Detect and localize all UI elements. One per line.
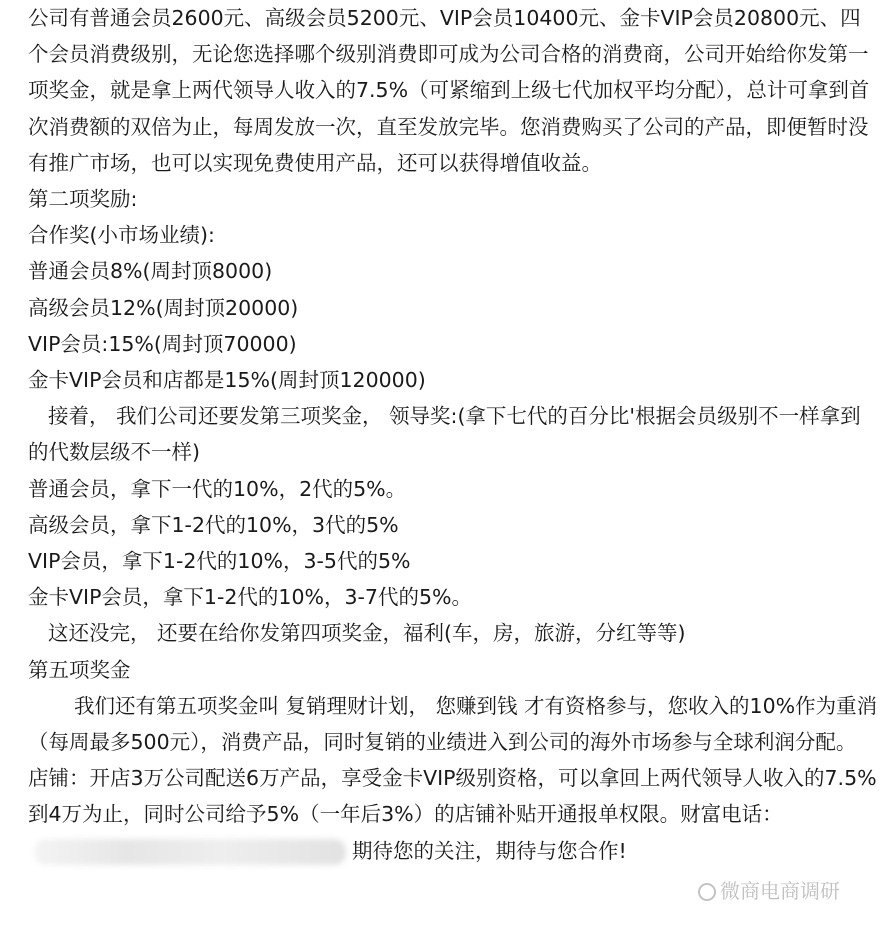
wechat-icon [698,883,716,901]
redacted-phone [34,839,346,865]
paragraph-store [28,760,878,869]
list-item: VIP会员，拿下1-2代的10%，3-5代的5% [28,549,411,574]
store-text: 店铺：开店3万公司配送6万产品，享受金卡VIP级别资格，可以拿回上两代领导人收入的7.5%到4万为止，同时公司给予5%（一年后3%）的店铺补贴开通报单权限。财富电话： [28,766,877,827]
list-item: VIP会员:15%(周封顶70000) [28,331,297,356]
list-item: 高级会员12%(周封顶20000) [28,295,299,320]
heading-second-bonus: 第二项奖励: [28,187,138,212]
paragraph-fourth-bonus: 这还没完， 还要在给你发第四项奖金，福利(车，房，旅游，分红等等) [48,621,686,646]
cooperation-bonus-section [28,181,878,398]
list-item: 金卡VIP会员，拿下1-2代的10%，3-7代的5%。 [28,585,472,610]
paragraph-third-bonus: 接着， 我们公司还要发第三项奖金， 领导奖:(拿下七代的百分比'根据会员级别不一样拿到的代数层级不一样) [28,404,861,465]
cooperation-bonus-title: 合作奖(小市场业绩): [28,223,215,248]
list-item: 金卡VIP会员和店都是15%(周封顶120000) [28,368,426,393]
leadership-bonus-list [28,471,878,688]
heading-fifth-bonus: 第五项奖金 [28,657,131,682]
list-item: 普通会员，拿下一代的10%，2代的5%。 [28,476,407,501]
list-item: 高级会员，拿下1-2代的10%，3代的5% [28,512,399,537]
article-body [28,0,878,869]
watermark-text: 微商电商调研 [720,879,840,903]
list-item: 普通会员8%(周封顶8000) [28,259,273,284]
paragraph-fifth-bonus: 我们还有第五项奖金叫 复销理财计划， 您赚到钱 才有资格参与，您收入的10%作为重消（每周最多500元），消费产品，同时复销的业绩进入到公司的海外市场参与全球利润分配。 [28,693,878,755]
paragraph-first-bonus: 公司有普通会员2600元、高级会员5200元、VIP会员10400元、金卡VIP会员20800元、四个会员消费级别，无论您选择哪个级别消费即可成为公司合格的消费商，公司开始给你发第一项奖金，就是拿上两代领导人收入的7.5%（可紧缩到上级七代加权平均分配），总计可拿到首次消费额的双倍为止，每周发放一次，直至发放完毕。您消费购买了公司的产品，即便暂时没有推广市场，也可以实现免费使用产品，还可以获得增值收益。 [28,6,870,175]
closing-text: 期待您的关注，期待与您合作! [352,838,627,863]
watermark [698,878,840,904]
